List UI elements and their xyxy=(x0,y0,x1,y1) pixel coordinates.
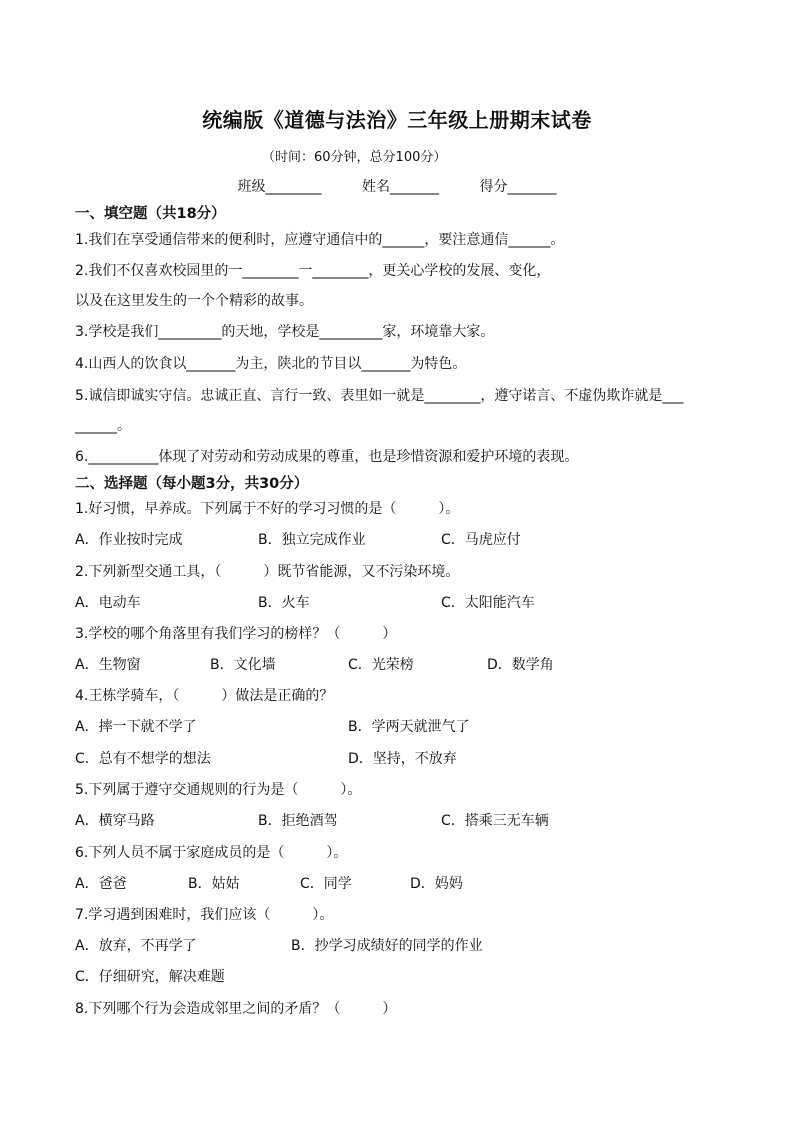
name-field: 姓名_______ xyxy=(362,179,439,195)
q7-option-a: A．放弃，不再学了 xyxy=(75,938,197,954)
fill-question-1: 1.我们在享受通信带来的便利时，应遵守通信中的______，要注意通信______。 xyxy=(75,232,565,248)
choice-question-7: 7.学习遇到困难时，我们应该（ ）。 xyxy=(75,907,334,923)
choice-question-2: 2.下列新型交通工具，（ ）既节省能源，又不污染环境。 xyxy=(75,564,460,580)
q6-option-a: A．爸爸 xyxy=(75,876,127,892)
q6-option-d: D．妈妈 xyxy=(410,876,463,892)
q5-option-a: A．横穿马路 xyxy=(75,813,155,829)
q3-option-c: C．光荣榜 xyxy=(348,657,414,673)
student-info-line xyxy=(0,176,794,196)
q1-option-b: B．独立完成作业 xyxy=(258,532,366,548)
score-field: 得分_______ xyxy=(479,179,557,195)
fill-question-2: 2.我们不仅喜欢校园里的一________一________，更关心学校的发展、变化， xyxy=(75,263,551,279)
exam-subtitle: （时间：60分钟，总分100分） xyxy=(262,150,447,165)
section1-heading: 一、填空题（共18分） xyxy=(75,206,226,222)
section2-heading: 二、选择题（每小题3分，共30分） xyxy=(75,476,309,492)
choice-question-1: 1.好习惯，早养成。下列属于不好的学习习惯的是（ ）。 xyxy=(75,501,460,517)
fill-question-5: 5.诚信即诚实守信。忠诚正直、言行一致、表里如一就是________，遵守诺言、不虚伪欺诈就是___ xyxy=(75,388,684,404)
q3-option-a: A．生物窗 xyxy=(75,657,141,673)
q7-option-b: B．抄学习成绩好的同学的作业 xyxy=(291,938,483,954)
q4-option-d: D．坚持，不放弃 xyxy=(348,751,457,767)
q5-option-b: B．拒绝酒驾 xyxy=(258,813,338,829)
q3-option-d: D．数学角 xyxy=(487,657,554,673)
q4-option-c: C．总有不想学的想法 xyxy=(75,751,211,767)
q6-option-b: B．姑姑 xyxy=(188,876,240,892)
class-field: 班级________ xyxy=(237,179,322,195)
choice-question-6: 6.下列人员不属于家庭成员的是（ ）。 xyxy=(75,845,348,861)
fill-question-3: 3.学校是我们_________的天地，学校是_________家，环境靠大家。 xyxy=(75,324,495,340)
q2-option-c: C．太阳能汽车 xyxy=(441,595,535,611)
fill-question-2-cont: 以及在这里发生的一个个精彩的故事。 xyxy=(75,293,313,309)
choice-question-8: 8.下列哪个行为会造成邻里之间的矛盾？（ ） xyxy=(75,1001,397,1017)
q1-option-a: A．作业按时完成 xyxy=(75,532,183,548)
fill-question-4: 4.山西人的饮食以_______为主，陕北的节目以_______为特色。 xyxy=(75,356,467,372)
q2-option-b: B．火车 xyxy=(258,595,310,611)
choice-question-3: 3.学校的哪个角落里有我们学习的榜样？（ ） xyxy=(75,626,397,642)
choice-question-5: 5.下列属于遵守交通规则的行为是（ ）。 xyxy=(75,782,362,798)
q2-option-a: A．电动车 xyxy=(75,595,141,611)
fill-question-6: 6.__________体现了对劳动和劳动成果的尊重，也是珍惜资源和爱护环境的表现。 xyxy=(75,449,579,465)
q6-option-c: C．同学 xyxy=(300,876,352,892)
q4-option-a: A．摔一下就不学了 xyxy=(75,719,197,735)
q3-option-b: B．文化墙 xyxy=(210,657,276,673)
q7-option-c: C．仔细研究，解决难题 xyxy=(75,969,225,985)
q1-option-c: C．马虎应付 xyxy=(441,532,521,548)
choice-question-4: 4.王栋学骑车，（ ）做法是正确的？ xyxy=(75,688,334,704)
q5-option-c: C．搭乘三无车辆 xyxy=(441,813,549,829)
fill-question-5-cont: ______。 xyxy=(75,418,131,434)
q4-option-b: B．学两天就泄气了 xyxy=(348,719,470,735)
exam-title: 统编版《道德与法治》三年级上册期末试卷 xyxy=(202,108,592,132)
